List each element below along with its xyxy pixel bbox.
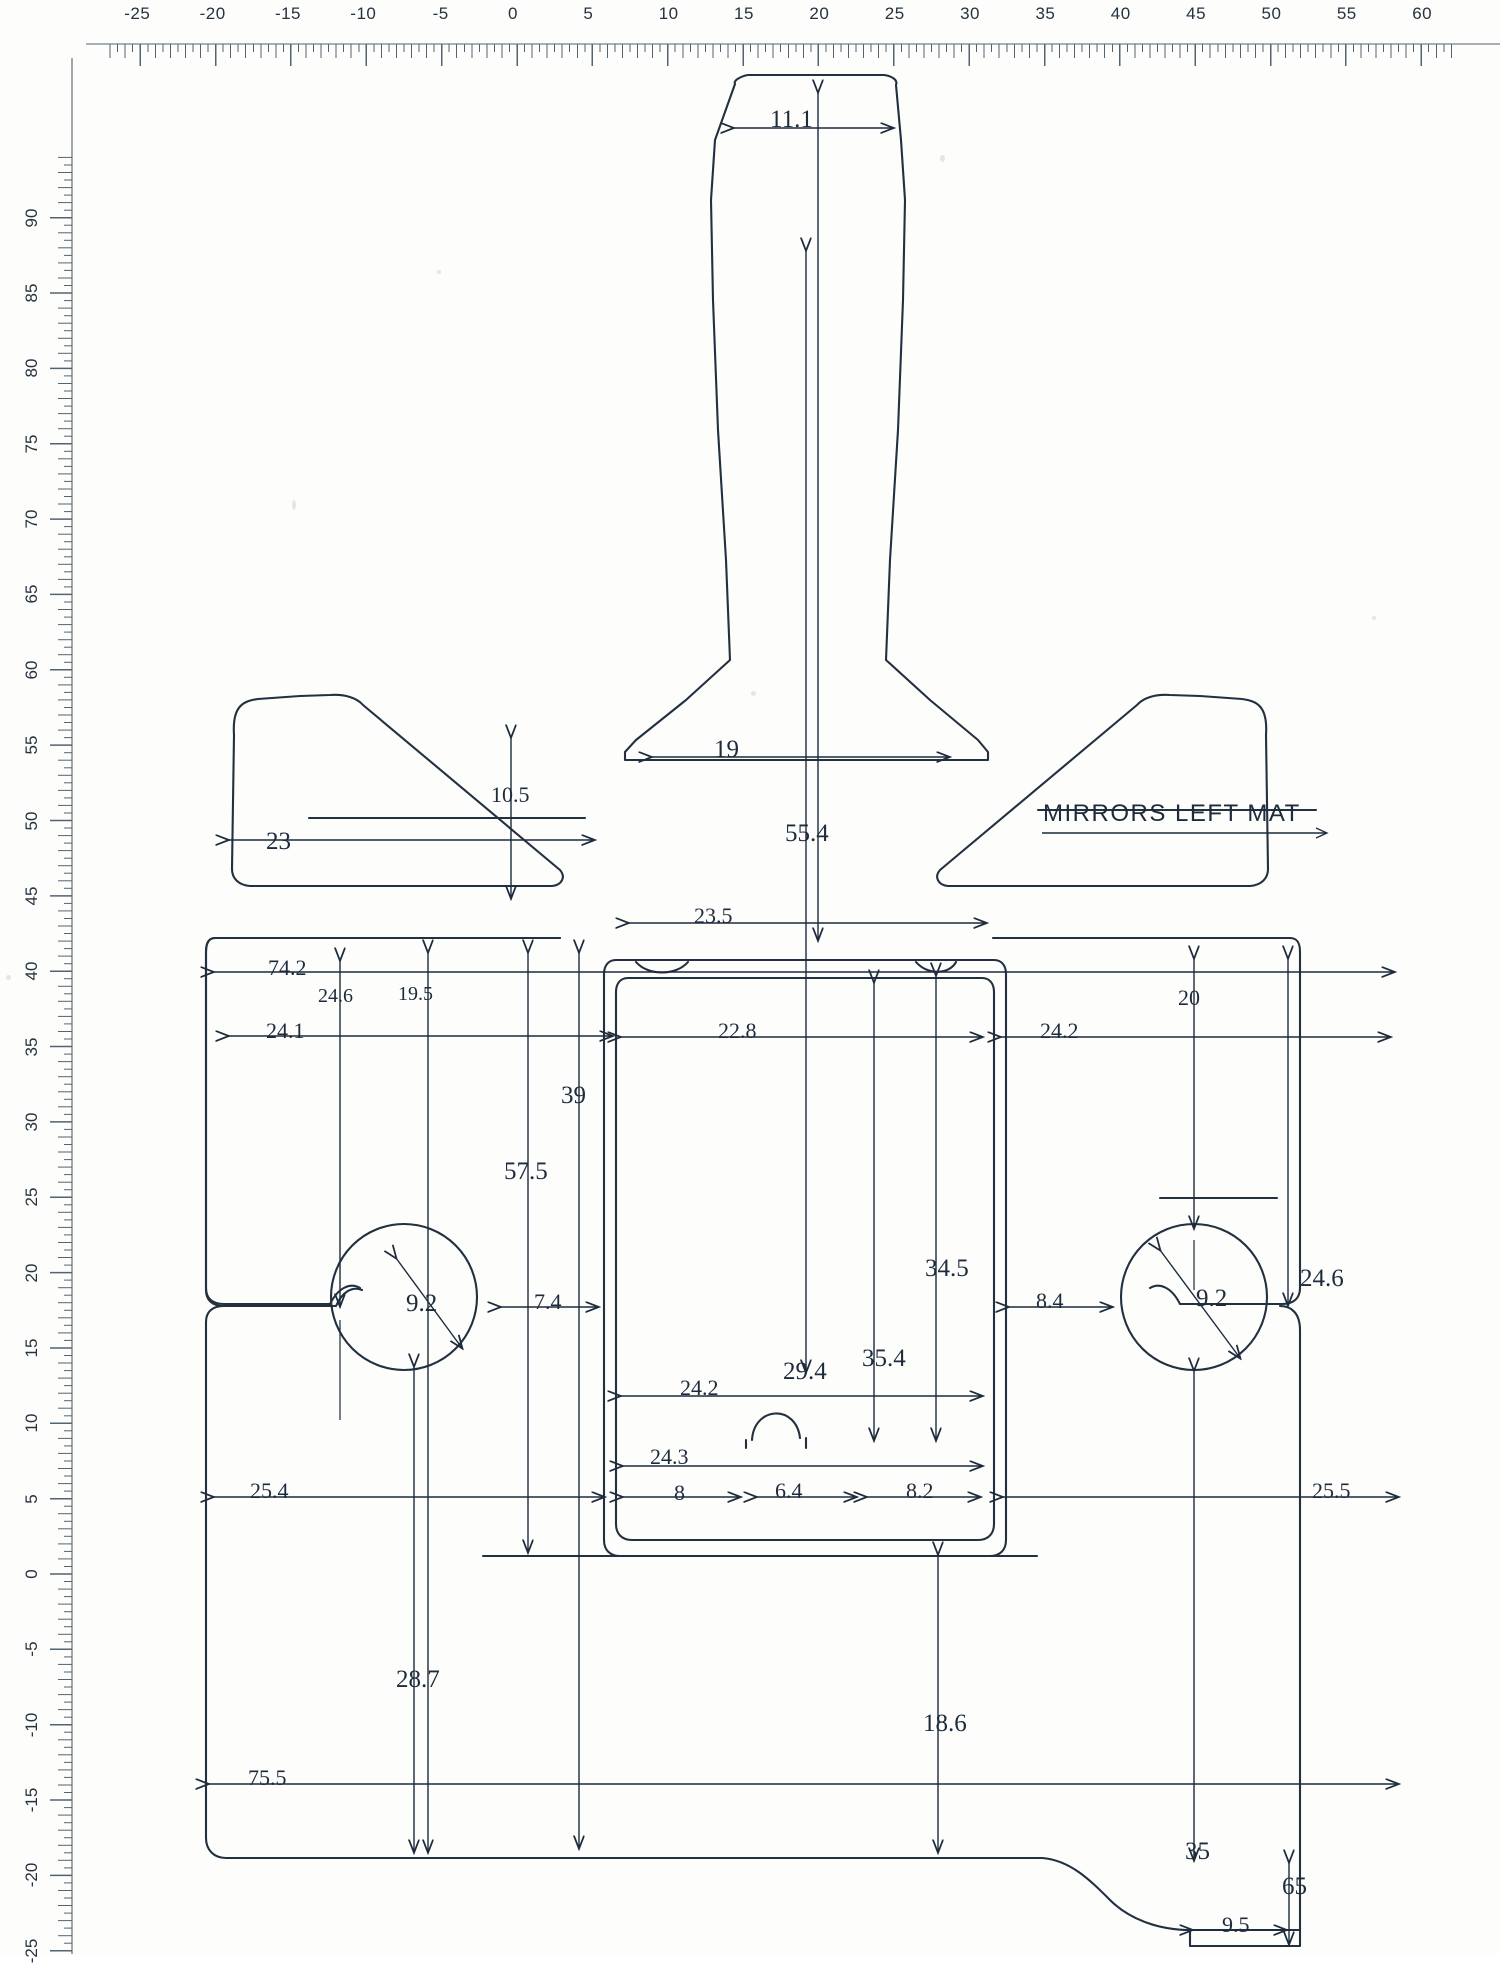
dim-label-25-4: 25.4 [250, 1478, 289, 1503]
ruler-left-label: 5 [22, 1493, 41, 1504]
title-underline [1040, 826, 1330, 840]
dim-label-8-4: 8.4 [1036, 1288, 1064, 1313]
dim-label-10-5: 10.5 [491, 782, 530, 807]
ruler-left-label: 60 [22, 660, 41, 680]
ruler-top-label: -15 [274, 4, 302, 23]
ruler-top-label: 40 [1110, 4, 1131, 23]
ruler-left-label: 25 [22, 1187, 41, 1207]
dim-label-28-7: 28.7 [396, 1666, 440, 1693]
dim-label-29-4: 29.4 [783, 1358, 827, 1385]
dim-label-23-5: 23.5 [694, 903, 733, 928]
dim-label-57-5: 57.5 [504, 1158, 548, 1185]
dim-label-25-5: 25.5 [1312, 1478, 1351, 1503]
dim-label-22-8: 22.8 [718, 1018, 757, 1043]
dim-label-35: 35 [1185, 1838, 1210, 1865]
ruler-top-label: 5 [583, 4, 594, 23]
dim-label-24-6: 24.6 [318, 985, 353, 1007]
ruler-top-label: 20 [809, 4, 830, 23]
dim-label-8-2: 8.2 [906, 1478, 934, 1503]
ruler-left-label: 90 [22, 208, 41, 228]
ruler-top-label: 45 [1186, 4, 1207, 23]
dim-label-7-4: 7.4 [534, 1289, 562, 1314]
ruler-left-label: -10 [22, 1712, 41, 1737]
ruler-top-label: 30 [960, 4, 981, 23]
dim-label-75-5: 75.5 [248, 1765, 287, 1790]
ruler-left-label: -5 [22, 1641, 41, 1657]
dim-label-24-3: 24.3 [650, 1444, 689, 1469]
ruler-top-label: 55 [1336, 4, 1357, 23]
dim-label-19-5: 19.5 [398, 983, 433, 1005]
dim-label-20: 20 [1178, 985, 1200, 1010]
ruler-top-label: 35 [1035, 4, 1056, 23]
ruler-left-label: 15 [22, 1338, 41, 1358]
ruler-top-label: -25 [124, 4, 151, 23]
ruler-left-label: 55 [22, 735, 41, 755]
ruler-left-label: 0 [22, 1569, 41, 1579]
ruler-left-label: 45 [22, 886, 41, 906]
bottom-arch-legs [746, 1438, 806, 1448]
ruler-left-label: 10 [22, 1413, 41, 1433]
dim-label-9-2-left: 9.2 [406, 1290, 438, 1317]
ruler-left-label: -20 [22, 1863, 41, 1888]
dim-label-19: 19 [714, 736, 739, 763]
ruler-top-label: 60 [1412, 4, 1433, 23]
ruler-top-label: 0 [508, 4, 518, 23]
ruler-top-label: -5 [432, 4, 449, 23]
lower-body-outline [206, 1306, 1300, 1930]
ruler-left-label: 50 [22, 811, 41, 830]
dim-label-34-5: 34.5 [925, 1255, 969, 1282]
dim-label-9-5: 9.5 [1222, 1912, 1250, 1937]
ruler-top-label: 15 [734, 4, 754, 23]
ruler-left-label: 85 [22, 283, 41, 303]
ruler-left-label: 35 [22, 1037, 41, 1057]
left-wing-top-edge [206, 938, 560, 1306]
right-upper-flap-outline [937, 695, 1268, 886]
ruler-left-label: 70 [22, 509, 41, 529]
ruler-left-label: -25 [22, 1938, 41, 1964]
left-hole-circle [331, 1224, 477, 1370]
dim-label-9-2-right: 9.2 [1196, 1285, 1228, 1312]
ruler-top-label: 10 [658, 4, 679, 23]
dim-label-24-2-right: 24.2 [1040, 1018, 1079, 1043]
dim-label-18-6: 18.6 [923, 1710, 967, 1737]
dim-label-55-4: 55.4 [785, 820, 829, 847]
dim-label-8: 8 [674, 1480, 685, 1505]
ruler-left-label: 30 [22, 1112, 41, 1132]
ruler-top-label: 50 [1261, 4, 1282, 23]
dim-label-24-1: 24.1 [266, 1018, 305, 1043]
dim-label-74-2: 74.2 [268, 955, 307, 980]
dim-label-11-1: 11.1 [770, 106, 813, 133]
sheet-title-note: MIRRORS LEFT MAT [1043, 800, 1301, 827]
dim-label-24-2-lower: 24.2 [680, 1375, 719, 1400]
dim-label-35-4: 35.4 [862, 1345, 906, 1372]
dim-label-65: 65 [1282, 1873, 1307, 1900]
dim-label-39: 39 [561, 1082, 586, 1109]
ruler-left-label: 65 [22, 584, 41, 604]
bottom-arch [752, 1413, 800, 1440]
ruler-top-label: -20 [199, 4, 226, 23]
dim-label-6-4: 6.4 [775, 1478, 803, 1503]
dim-label-23: 23 [266, 828, 291, 855]
ruler-top-label: -10 [350, 4, 377, 23]
ruler-top-label: 25 [884, 4, 905, 23]
left-wing-outline [206, 938, 560, 1304]
ruler-left-label: 40 [22, 961, 41, 981]
cutout-top-notch [636, 962, 688, 973]
ruler-left-label: 75 [22, 434, 41, 454]
ruler-left-label: 80 [22, 358, 41, 378]
ruler-left-label: -15 [22, 1787, 41, 1813]
dim-label-24-6-right: 24.6 [1300, 1265, 1344, 1292]
ruler-left-label: 20 [22, 1263, 41, 1283]
right-wing-outline [993, 938, 1300, 1304]
cutout-top-notch-right [916, 962, 956, 972]
